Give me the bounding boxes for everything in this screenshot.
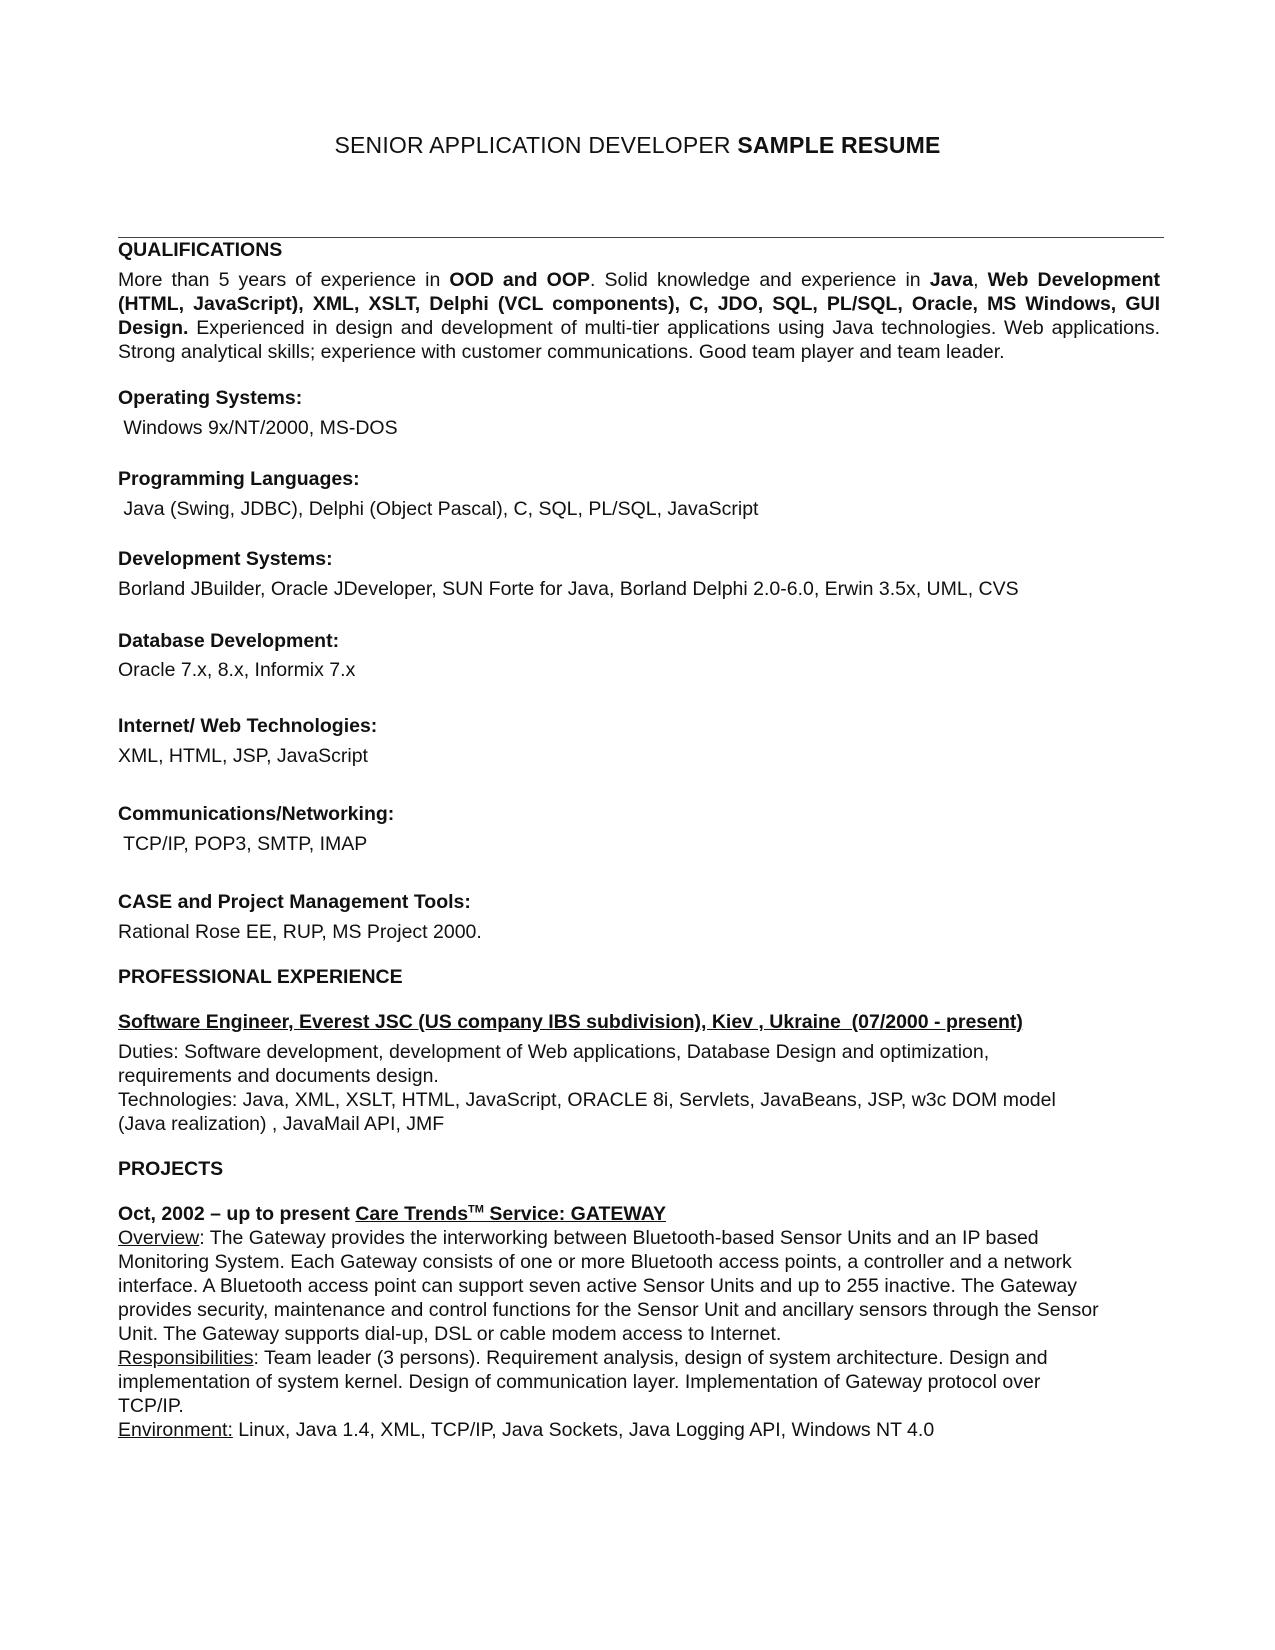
skill-heading-languages: Programming Languages: bbox=[118, 468, 360, 490]
project-name bbox=[355, 1203, 666, 1225]
skill-heading-case-tools: CASE and Project Management Tools: bbox=[118, 891, 471, 913]
skill-value-networking: TCP/IP, POP3, SMTP, IMAP bbox=[118, 833, 368, 855]
environment-text: Linux, Java 1.4, XML, TCP/IP, Java Sockets, Java Logging API, Windows NT 4.0 bbox=[232, 1419, 935, 1441]
qual-text-2: . Solid knowledge and experience in bbox=[590, 269, 930, 291]
project-name-rest: Service: GATEWAY bbox=[483, 1203, 667, 1225]
title-regular: SENIOR APPLICATION DEVELOPER bbox=[334, 132, 738, 158]
document-title bbox=[0, 132, 1275, 159]
qualifications-text bbox=[118, 268, 1160, 364]
project-date: Oct, 2002 – up to present bbox=[118, 1203, 356, 1225]
qual-text-3: , bbox=[973, 269, 988, 291]
trademark-mark: TM bbox=[468, 1203, 484, 1216]
skill-heading-web: Internet/ Web Technologies: bbox=[118, 715, 378, 737]
qual-bold-2: Java bbox=[929, 269, 974, 291]
qual-bold-1: OOD and OOP bbox=[449, 269, 591, 291]
job-duties: Duties: Software development, development of Web applications, Database Design and optimization, requirements and documents design. bbox=[118, 1041, 990, 1087]
overview-label: Overview bbox=[118, 1227, 200, 1249]
qualifications-heading: QUALIFICATIONS bbox=[118, 239, 283, 261]
skill-value-case-tools: Rational Rose EE, RUP, MS Project 2000. bbox=[118, 921, 482, 943]
skill-value-languages: Java (Swing, JDBC), Delphi (Object Pascal), C, SQL, PL/SQL, JavaScript bbox=[118, 498, 759, 520]
job-technologies: Technologies: Java, XML, XSLT, HTML, JavaScript, ORACLE 8i, Servlets, JavaBeans, JSP, w3c DOM model (Java realization) , JavaMail API, JMF bbox=[118, 1089, 1056, 1135]
title-bold: SAMPLE RESUME bbox=[737, 132, 941, 158]
job-title: Software Engineer, Everest JSC (US company IBS subdivision), Kiev , Ukraine (07/2000 - present) bbox=[118, 1011, 1023, 1033]
project-responsibilities bbox=[118, 1346, 1103, 1418]
qual-text-1: More than 5 years of experience in bbox=[118, 269, 450, 291]
skill-heading-database: Database Development: bbox=[118, 630, 340, 652]
project-overview bbox=[118, 1226, 1118, 1346]
responsibilities-label: Responsibilities bbox=[118, 1347, 254, 1369]
skill-heading-networking: Communications/Networking: bbox=[118, 803, 395, 825]
project-title bbox=[118, 1202, 1160, 1226]
environment-label: Environment: bbox=[118, 1419, 233, 1441]
overview-text: : The Gateway provides the interworking between Bluetooth-based Sensor Units and an IP based Monitoring System. Each Gateway consists of one or more Bluetooth access points, a controller and a network interface. A Bluetooth access point can support seven active Sensor Units and up to 255 inactive. The Gateway provides security, maintenance and control functions for the Sensor Unit and ancillary sensors through the Sensor Unit. The Gateway supports dial-up, DSL or cable modem access to Internet. bbox=[118, 1227, 1099, 1345]
projects-heading: PROJECTS bbox=[118, 1158, 224, 1180]
responsibilities-text: : Team leader (3 persons). Requirement analysis, design of system architecture. Design and implementation of system kernel. Design of communication layer. Implementation of Gateway protocol over TCP/IP. bbox=[118, 1347, 1048, 1417]
qual-text-4: Experienced in design and development of multi-tier applications using Java technologies. Web applications. Strong analytical skills; experience with customer communications. Good team player and team leader. bbox=[118, 317, 1160, 363]
skill-heading-dev-systems: Development Systems: bbox=[118, 548, 333, 570]
skill-value-dev-systems: Borland JBuilder, Oracle JDeveloper, SUN Forte for Java, Borland Delphi 2.0-6.0, Erwin 3.5x, UML, CVS bbox=[118, 578, 1019, 600]
project-name-text: Care Trends bbox=[355, 1203, 469, 1225]
skill-value-web: XML, HTML, JSP, JavaScript bbox=[118, 745, 368, 767]
resume-content bbox=[118, 238, 1160, 1442]
experience-heading: PROFESSIONAL EXPERIENCE bbox=[118, 966, 403, 988]
project-environment bbox=[118, 1418, 1160, 1442]
skill-value-database: Oracle 7.x, 8.x, Informix 7.x bbox=[118, 659, 356, 681]
skill-value-os: Windows 9x/NT/2000, MS-DOS bbox=[118, 417, 398, 439]
qual-bold-3: Web Development (HTML, JavaScript), XML, XSLT, Delphi (VCL components), C, JDO, SQL, PL/SQL, Oracle, MS Windows, GUI Design. bbox=[118, 269, 1160, 339]
skill-heading-os: Operating Systems: bbox=[118, 387, 303, 409]
